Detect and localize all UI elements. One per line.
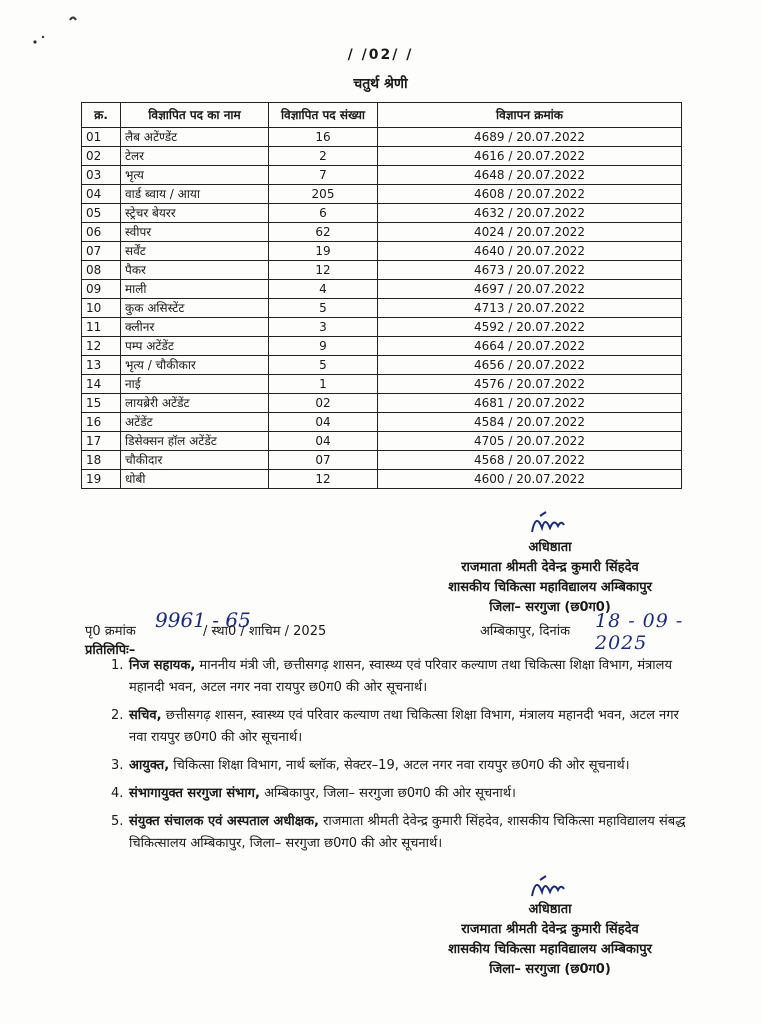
- place-date-label: अम्बिकापुर, दिनांक: [480, 624, 571, 639]
- cell-adv-number: 4024 / 20.07.2022: [378, 223, 682, 242]
- col-post-name: विज्ञापित पद का नाम: [121, 103, 269, 128]
- cell-adv-number: 4713 / 20.07.2022: [378, 299, 682, 318]
- cell-adv-number: 4640 / 20.07.2022: [378, 242, 682, 261]
- signatory-title: अधिष्ठाता: [528, 540, 572, 555]
- category-title: चतुर्थ श्रेणी: [353, 76, 408, 92]
- handwritten-date: 18 - 09 - 2025: [595, 610, 684, 654]
- table-row: [82, 147, 682, 166]
- cell-post-count: 04: [269, 432, 378, 451]
- table-row: [82, 185, 682, 204]
- cell-post-name: क्लीनर: [121, 318, 269, 337]
- signature-scribble: [380, 508, 720, 538]
- table-header-row: [82, 103, 682, 128]
- copy-item-recipient: संयुक्त संचालक एवं अस्पताल अधीक्षक,: [129, 814, 319, 829]
- table-row: [82, 318, 682, 337]
- cell-post-count: 3: [269, 318, 378, 337]
- cell-post-count: 9: [269, 337, 378, 356]
- table-row: [82, 166, 682, 185]
- cell-post-count: 5: [269, 356, 378, 375]
- cell-post-name: लैब अटेंण्डेंट: [121, 128, 269, 147]
- signatory-title-2: अधिष्ठाता: [528, 902, 572, 917]
- cell-adv-number: 4584 / 20.07.2022: [378, 413, 682, 432]
- copy-item-recipient: निज सहायक,: [129, 658, 196, 673]
- cell-post-name: पैकर: [121, 261, 269, 280]
- cell-serial: 08: [82, 261, 121, 280]
- cell-post-count: 19: [269, 242, 378, 261]
- cell-adv-number: 4681 / 20.07.2022: [378, 394, 682, 413]
- cell-post-count: 12: [269, 261, 378, 280]
- posts-table: [81, 102, 682, 489]
- cell-post-name: भृत्य / चौकीकार: [121, 356, 269, 375]
- copy-item-text: माननीय मंत्री जी, छत्तीसगढ़ शासन, स्वास्थ्य एवं परिवार कल्याण तथा चिकित्सा शिक्षा विभाग, मंत्रालय महानदी भवन, अटल नगर नवा रायपुर छ0ग0 की ओर सूचनार्थ।: [129, 658, 672, 695]
- cell-post-count: 16: [269, 128, 378, 147]
- cell-serial: 12: [82, 337, 121, 356]
- cell-serial: 10: [82, 299, 121, 318]
- cell-serial: 16: [82, 413, 121, 432]
- cell-adv-number: 4689 / 20.07.2022: [378, 128, 682, 147]
- cell-post-count: 2: [269, 147, 378, 166]
- cell-post-count: 04: [269, 413, 378, 432]
- cell-post-name: माली: [121, 280, 269, 299]
- cell-post-name: स्ट्रेचर बेयरर: [121, 204, 269, 223]
- cell-post-count: 1: [269, 375, 378, 394]
- ref-office-code: / स्था0 / शाचिम / 2025: [203, 624, 327, 639]
- cell-serial: 03: [82, 166, 121, 185]
- table-row: [82, 261, 682, 280]
- copy-item: [85, 705, 700, 749]
- cell-serial: 11: [82, 318, 121, 337]
- signatory-line-3: जिला– सरगुजा (छ0ग0): [489, 600, 611, 615]
- cell-post-name: स्वीपर: [121, 223, 269, 242]
- cell-post-name: भृत्य: [121, 166, 269, 185]
- cell-post-count: 02: [269, 394, 378, 413]
- table-row: [82, 413, 682, 432]
- signature-block-2: [380, 870, 720, 980]
- copy-item-text: अम्बिकापुर, जिला– सरगुजा छ0ग0 की ओर सूचनार्थ।: [259, 786, 516, 801]
- cell-post-name: लायब्रेरी अटेंडेंट: [121, 394, 269, 413]
- cell-post-count: 6: [269, 204, 378, 223]
- cell-post-count: 12: [269, 470, 378, 489]
- cell-serial: 07: [82, 242, 121, 261]
- cell-adv-number: 4616 / 20.07.2022: [378, 147, 682, 166]
- table-row: [82, 356, 682, 375]
- table-row: [82, 451, 682, 470]
- cell-post-name: अटेंडेंट: [121, 413, 269, 432]
- cell-post-count: 62: [269, 223, 378, 242]
- copy-item-recipient: सचिव,: [129, 708, 162, 723]
- margin-marks: [15, 8, 85, 50]
- cell-serial: 09: [82, 280, 121, 299]
- cell-post-name: धोबी: [121, 470, 269, 489]
- cell-adv-number: 4576 / 20.07.2022: [378, 375, 682, 394]
- copy-item-number: 2.: [111, 708, 124, 723]
- copy-item-recipient: संभागायुक्त सरगुजा संभाग,: [129, 786, 260, 801]
- cell-serial: 01: [82, 128, 121, 147]
- signature-block: [380, 508, 720, 618]
- signatory-line-1: राजमाता श्रीमती देवेन्द्र कुमारी सिंहदेव: [461, 560, 639, 575]
- cell-adv-number: 4705 / 20.07.2022: [378, 432, 682, 451]
- table-row: [82, 128, 682, 147]
- copy-item-number: 4.: [111, 786, 124, 801]
- cell-adv-number: 4568 / 20.07.2022: [378, 451, 682, 470]
- cell-post-name: डिसेक्सन हॉल अटेंडेंट: [121, 432, 269, 451]
- table-row: [82, 299, 682, 318]
- signatory-line-2: शासकीय चिकित्सा महाविद्यालय अम्बिकापुर: [448, 580, 652, 595]
- cell-adv-number: 4648 / 20.07.2022: [378, 166, 682, 185]
- signatory-line-3-2: जिला– सरगुजा (छ0ग0): [489, 962, 611, 977]
- cell-post-name: वार्ड ब्वाय / आया: [121, 185, 269, 204]
- copy-item: [85, 655, 700, 699]
- table-row: [82, 470, 682, 489]
- copy-item: [85, 755, 700, 777]
- copy-item-recipient: आयुक्त,: [129, 758, 170, 773]
- copy-item-text: राजमाता श्रीमती देवेन्द्र कुमारी सिंहदेव, शासकीय चिकित्सा महाविद्यालय संबद्ध चिकित्सालय अम्बिकापुर, जिला– सरगुजा छ0ग0 की ओर सूचनार्थ।: [129, 814, 686, 851]
- cell-post-name: नाई: [121, 375, 269, 394]
- cell-post-count: 7: [269, 166, 378, 185]
- cell-adv-number: 4697 / 20.07.2022: [378, 280, 682, 299]
- cell-serial: 13: [82, 356, 121, 375]
- cell-post-count: 07: [269, 451, 378, 470]
- copies-heading: प्रतिलिपिः–: [85, 643, 136, 658]
- cell-post-name: सर्वेंट: [121, 242, 269, 261]
- copy-item-number: 5.: [111, 814, 124, 829]
- cell-adv-number: 4673 / 20.07.2022: [378, 261, 682, 280]
- copy-item: [85, 783, 700, 805]
- cell-post-name: चौकीदार: [121, 451, 269, 470]
- table-row: [82, 432, 682, 451]
- cell-adv-number: 4608 / 20.07.2022: [378, 185, 682, 204]
- cell-adv-number: 4632 / 20.07.2022: [378, 204, 682, 223]
- cell-serial: 14: [82, 375, 121, 394]
- cell-serial: 05: [82, 204, 121, 223]
- signatory-line-2-2: शासकीय चिकित्सा महाविद्यालय अम्बिकापुर: [448, 942, 652, 957]
- table-row: [82, 337, 682, 356]
- cell-serial: 02: [82, 147, 121, 166]
- ref-label: पृ0 क्रमांक: [85, 624, 136, 639]
- cell-serial: 06: [82, 223, 121, 242]
- cell-post-name: टेलर: [121, 147, 269, 166]
- copy-item-text: छत्तीसगढ़ शासन, स्वास्थ्य एवं परिवार कल्याण तथा चिकित्सा शिक्षा विभाग, मंत्रालय महानदी भवन, अटल नगर नवा रायपुर छ0ग0 की ओर सूचनार्थ।: [129, 708, 679, 745]
- cell-adv-number: 4600 / 20.07.2022: [378, 470, 682, 489]
- cell-serial: 17: [82, 432, 121, 451]
- ref-handwritten-number: 9961 - 65: [155, 608, 251, 632]
- table-row: [82, 204, 682, 223]
- cell-serial: 19: [82, 470, 121, 489]
- table-row: [82, 242, 682, 261]
- cell-post-count: 5: [269, 299, 378, 318]
- signature-scribble-2: [380, 870, 720, 900]
- table-row: [82, 375, 682, 394]
- cell-post-name: पम्प अटेंडेंट: [121, 337, 269, 356]
- copy-item-number: 1.: [111, 658, 124, 673]
- cell-post-name: कुक असिस्टेंट: [121, 299, 269, 318]
- cell-post-count: 4: [269, 280, 378, 299]
- copy-item: [85, 811, 700, 855]
- page-number: / /02/ /: [347, 47, 414, 63]
- copy-item-number: 3.: [111, 758, 124, 773]
- signatory-line-1-2: राजमाता श्रीमती देवेन्द्र कुमारी सिंहदेव: [461, 922, 639, 937]
- table-row: [82, 394, 682, 413]
- cell-adv-number: 4664 / 20.07.2022: [378, 337, 682, 356]
- cell-adv-number: 4592 / 20.07.2022: [378, 318, 682, 337]
- cell-serial: 18: [82, 451, 121, 470]
- cell-serial: 15: [82, 394, 121, 413]
- copy-item-text: चिकित्सा शिक्षा विभाग, नार्थ ब्लॉक, सेक्टर–19, अटल नगर नवा रायपुर छ0ग0 की ओर सूचनार्थ।: [169, 758, 630, 773]
- copies-list: [85, 655, 700, 861]
- col-adv-number: विज्ञापन क्रमांक: [378, 103, 682, 128]
- table-row: [82, 223, 682, 242]
- cell-post-count: 205: [269, 185, 378, 204]
- table-row: [82, 280, 682, 299]
- col-serial: क्र.: [82, 103, 121, 128]
- cell-adv-number: 4656 / 20.07.2022: [378, 356, 682, 375]
- col-post-count: विज्ञापित पद संख्या: [269, 103, 378, 128]
- cell-serial: 04: [82, 185, 121, 204]
